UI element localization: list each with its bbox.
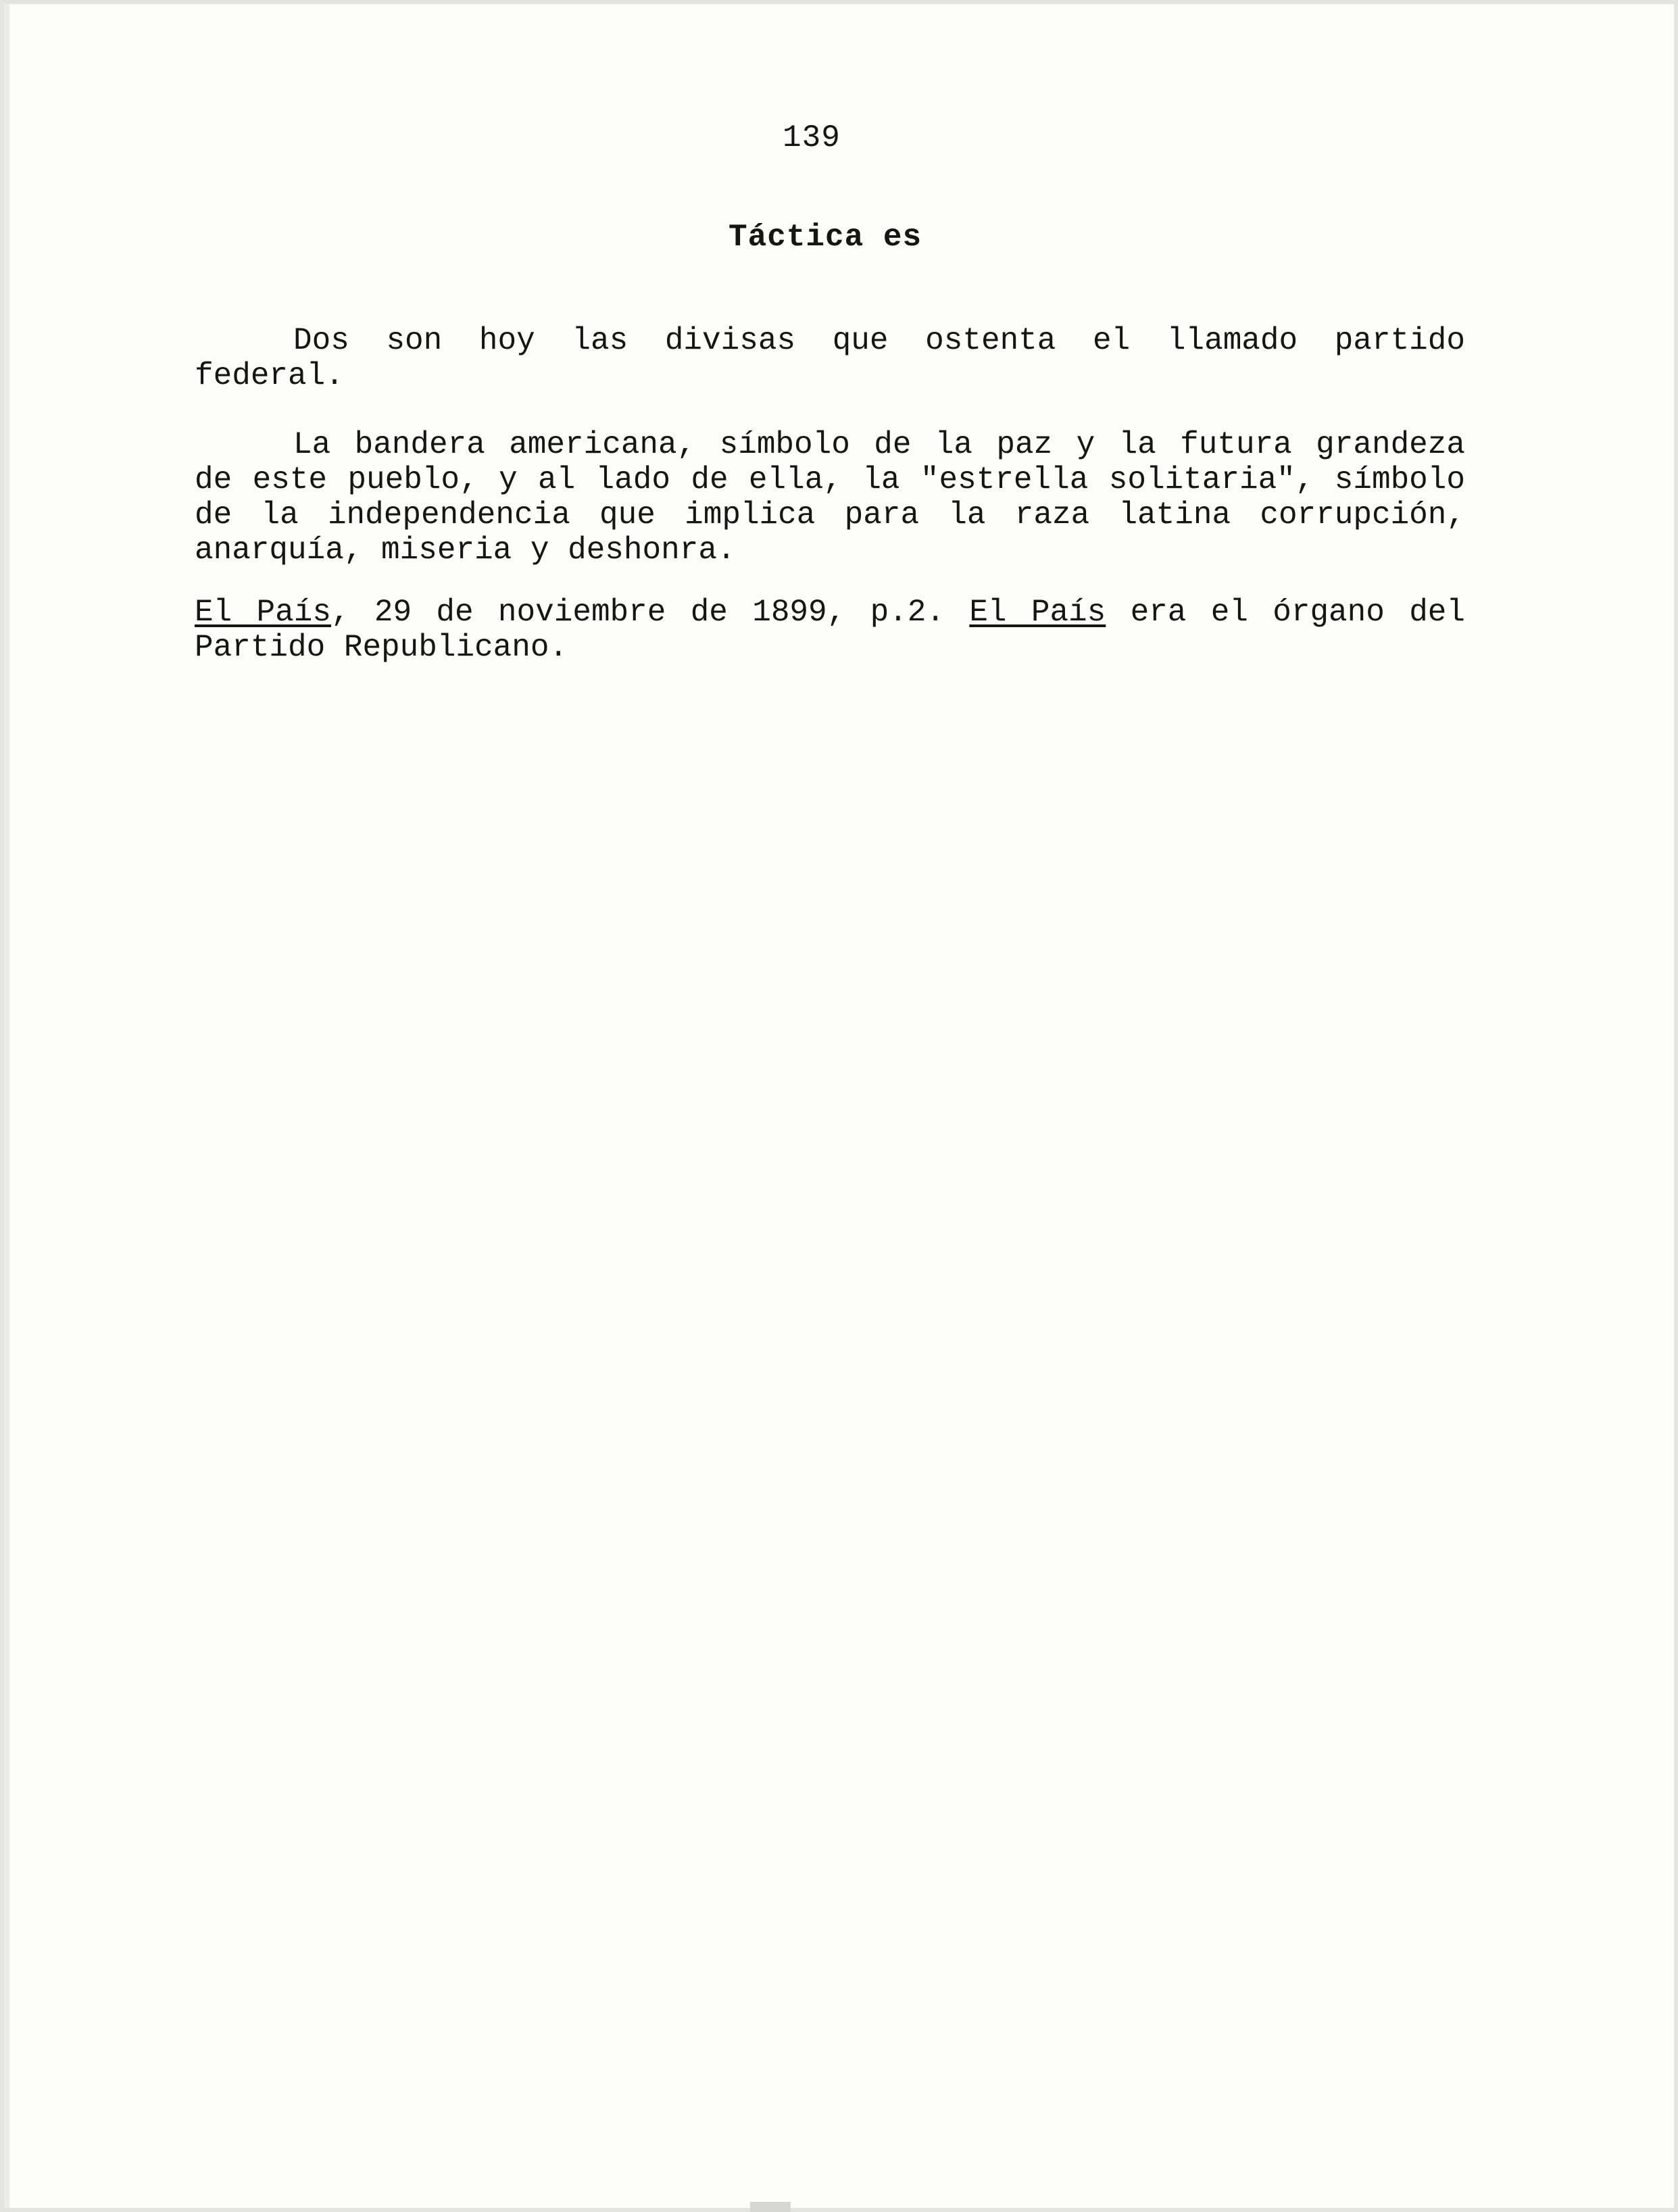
citation-note xyxy=(195,595,1465,665)
citation-source-1: El País xyxy=(195,595,331,630)
citation-text-1: , 29 de noviembre de 1899, p.2. xyxy=(330,595,970,630)
page-number: 139 xyxy=(783,120,841,155)
document-title: Táctica es xyxy=(729,220,922,255)
citation-text-2: era el órgano del Partido Republicano. xyxy=(195,595,1466,665)
body-paragraph-1: Dos son hoy las divisas que ostenta el llamado partido federal. xyxy=(195,323,1465,393)
body-paragraph-2: La bandera americana, símbolo de la paz y la futura grandeza de este pueblo, y al lado de ella, la "estrella solitaria", símbolo de la independencia que implica para la raza latina corrupción, anarquía, miseria y deshonra. xyxy=(195,427,1465,568)
citation-source-2: El País xyxy=(969,595,1106,630)
scan-edge-mark xyxy=(750,2202,791,2212)
